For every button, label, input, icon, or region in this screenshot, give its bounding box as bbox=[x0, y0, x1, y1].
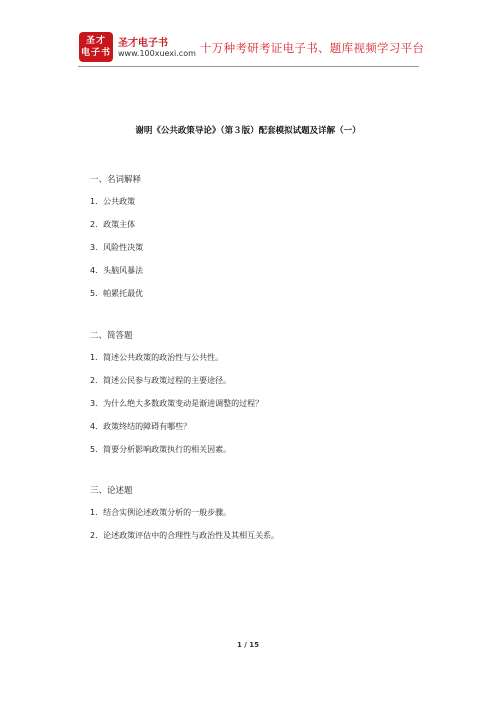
section-heading: 二、简答题 bbox=[90, 331, 133, 341]
list-item: 3．为什么绝大多数政策变动是渐进调整的过程？ bbox=[90, 399, 264, 408]
list-item: 2．政策主体 bbox=[90, 220, 136, 229]
section-heading: 三、论述题 bbox=[90, 486, 133, 496]
brand-logo bbox=[79, 32, 113, 62]
list-item: 1．简述公共政策的政治性与公共性。 bbox=[90, 353, 224, 362]
header-slogan: 十万种考研考证电子书、题库视频学习平台 bbox=[200, 41, 425, 55]
list-item: 4．政策终结的障碍有哪些？ bbox=[90, 422, 192, 431]
list-item: 4．头脑风暴法 bbox=[90, 266, 144, 275]
page-number: 1 / 15 bbox=[236, 641, 260, 649]
list-item: 5．帕累托最优 bbox=[90, 289, 144, 298]
page-header bbox=[0, 0, 496, 64]
list-item: 2．论述政策评估中的合理性与政治性及其相互关系。 bbox=[90, 531, 280, 540]
header-divider bbox=[78, 66, 419, 67]
logo-text-line1: 圣才 bbox=[85, 36, 106, 46]
list-item: 3．风险性决策 bbox=[90, 243, 144, 252]
brand-name: 圣才电子书 bbox=[118, 38, 168, 49]
document-title: 谢明《公共政策导论》（第３版）配套模拟试题及详解（一） bbox=[135, 126, 361, 136]
brand-url[interactable]: www.100xuexi.com bbox=[118, 49, 196, 58]
list-item: 2．简述公民参与政策过程的主要途径。 bbox=[90, 376, 232, 385]
logo-text-line2: 电子书 bbox=[80, 48, 111, 58]
list-item: 1．公共政策 bbox=[90, 197, 136, 206]
list-item: 5．简要分析影响政策执行的相关因素。 bbox=[90, 445, 232, 454]
section-heading: 一、名词解释 bbox=[90, 175, 142, 185]
list-item: 1．结合实例论述政策分析的一般步骤。 bbox=[90, 508, 232, 517]
